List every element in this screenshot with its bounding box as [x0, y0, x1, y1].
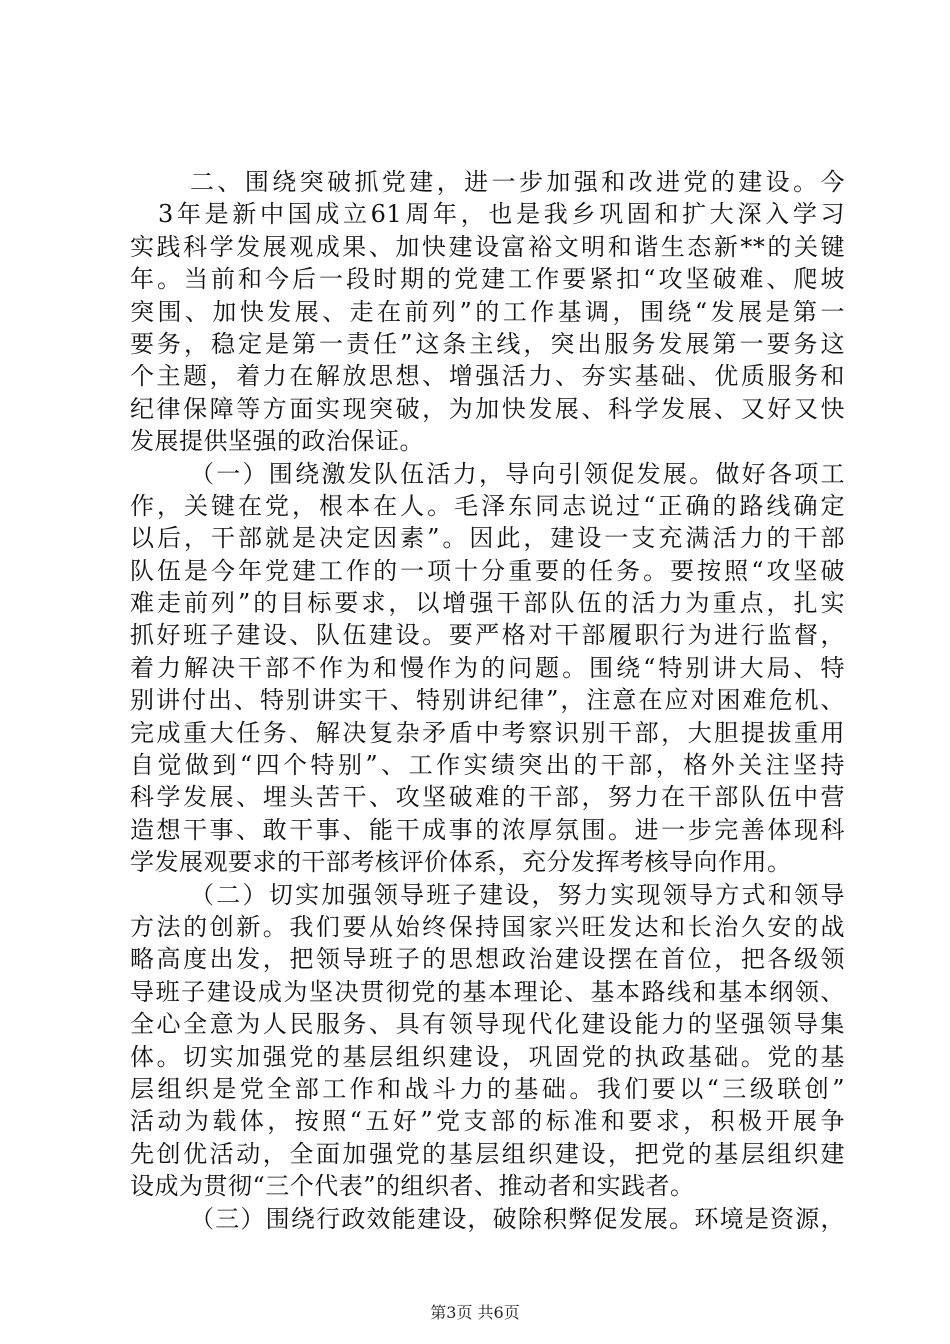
text-line: 方法的创新。我们要从始终保持国家兴旺发达和长治久安的战: [130, 912, 845, 941]
text-line: 纪律保障等方面实现突破，为加快发展、科学发展、又好又快: [130, 394, 845, 423]
text-line: 导班子建设成为坚决贯彻党的基本理论、基本路线和基本纲领、: [130, 977, 845, 1006]
text-line: 完成重大任务、解决复杂矛盾中考察识别干部，大胆提拔重用: [130, 718, 845, 747]
paragraph-subsection-one: [130, 458, 845, 879]
text-line: 着力解决干部不作为和慢作为的问题。围绕“特别讲大局、特: [130, 653, 845, 682]
text-line: 作，关键在党，根本在人。毛泽东同志说过“正确的路线确定: [130, 491, 845, 520]
text-line: 3年是新中国成立61周年，也是我乡巩固和扩大深入学习: [158, 200, 845, 229]
text-line: 造想干事、敢干事、能干成事的浓厚氛围。进一步完善体现科: [130, 815, 845, 844]
text-line: 个主题，着力在解放思想、增强活力、夯实基础、优质服务和: [130, 362, 845, 391]
text-line: 自觉做到“四个特别”、工作实绩突出的干部，格外关注坚持: [130, 751, 845, 780]
text-line: 突围、加快发展、走在前列”的工作基调，围绕“发展是第一: [130, 297, 845, 326]
text-line: 设成为贯彻“三个代表”的组织者、推动者和实践者。: [130, 1172, 695, 1201]
paragraph-section-two: [130, 166, 845, 458]
text-line: 体。切实加强党的基层组织建设，巩固党的执政基础。党的基: [130, 1042, 845, 1071]
text-line: 略高度出发，把领导班子的思想政治建设摆在首位，把各级领: [130, 945, 845, 974]
text-line: （二）切实加强领导班子建设，努力实现领导方式和领导: [190, 880, 845, 909]
text-line: 难走前列”的目标要求，以增强干部队伍的活力为重点，扎实: [130, 589, 845, 618]
paragraph-subsection-two: [130, 879, 845, 1203]
text-line: 发展提供坚强的政治保证。: [130, 427, 424, 456]
text-line: （一）围绕激发队伍活力，导向引领促发展。做好各项工: [190, 459, 845, 488]
text-line: 以后，干部就是决定因素”。因此，建设一支充满活力的干部: [130, 524, 845, 553]
page-footer: 第3页 共6页: [430, 1303, 520, 1322]
document-body: [130, 166, 845, 1235]
text-line: 队伍是今年党建工作的一项十分重要的任务。要按照“攻坚破: [130, 556, 845, 585]
text-line: 年。当前和今后一段时期的党建工作要紧扣“攻坚破难、爬坡: [130, 265, 845, 294]
text-line: 学发展观要求的干部考核评价体系，充分发挥考核导向作用。: [130, 848, 792, 877]
text-line: （三）围绕行政效能建设，破除积弊促发展。环境是资源，: [190, 1204, 845, 1233]
text-line: 抓好班子建设、队伍建设。要严格对干部履职行为进行监督，: [130, 621, 845, 650]
text-line: 全心全意为人民服务、具有领导现代化建设能力的坚强领导集: [130, 1010, 845, 1039]
text-line: 别讲付出、特别讲实干、特别讲纪律”，注意在应对困难危机、: [130, 686, 845, 715]
text-line: 先创优活动，全面加强党的基层组织建设，把党的基层组织建: [130, 1139, 845, 1168]
text-line: 科学发展、埋头苦干、攻坚破难的干部，努力在干部队伍中营: [130, 783, 845, 812]
text-line: 活动为载体，按照“五好”党支部的标准和要求，积极开展争: [130, 1107, 845, 1136]
paragraph-subsection-three: [130, 1203, 845, 1235]
text-line: 要务，稳定是第一责任”这条主线，突出服务发展第一要务这: [130, 329, 845, 358]
text-line: 层组织是党全部工作和战斗力的基础。我们要以“三级联创”: [130, 1074, 845, 1103]
text-line: 二、围绕突破抓党建，进一步加强和改进党的建设。今: [190, 168, 845, 196]
text-line: 实践科学发展观成果、加快建设富裕文明和谐生态新**的关键: [130, 232, 845, 261]
